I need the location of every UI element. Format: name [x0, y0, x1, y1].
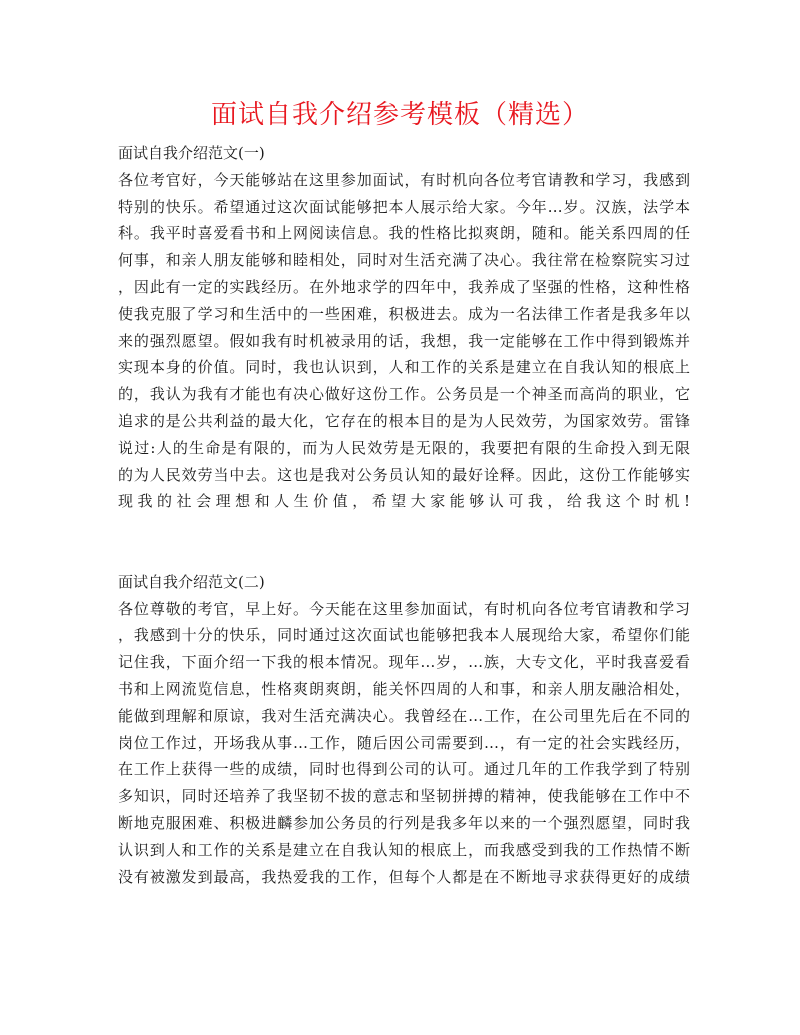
text-line: 实现本身的价值。同时，我也认识到，人和工作的关系是建立在自我认知的根底上: [118, 358, 690, 377]
text-line: 能做到理解和原谅，我对生活充满决心。我曾经在…工作，在公司里先后在不同的: [118, 706, 690, 725]
text-line: 追求的是公共利益的最大化，它存在的根本目的是为人民效劳，为国家效劳。雷锋: [118, 411, 690, 430]
document-title: 面试自我介绍参考模板（精选）: [210, 100, 589, 130]
section-heading: 面试自我介绍范文(二): [118, 572, 265, 591]
text-line: [118, 542, 690, 569]
text-line: 书和上网流览信息，性格爽朗爽朗，能关怀四周的人和事，和亲人朋友融洽相处，: [118, 679, 690, 698]
text-line: 没有被激发到最高，我热爱我的工作，但每个人都是在不断地寻求获得更好的成绩: [118, 867, 690, 886]
text-line: 何事，和亲人朋友能够和睦相处，同时对生活充满了决心。我往常在检察院实习过: [118, 251, 690, 270]
text-line: [118, 890, 690, 917]
text-line: [118, 944, 690, 971]
text-line: 使我克服了学习和生活中的一些困难，积极进去。成为一名法律工作者是我多年以: [118, 304, 690, 323]
text-line: 各位考官好，今天能够站在这里参加面试，有时机向各位考官请教和学习，我感到: [118, 170, 690, 189]
text-line: 的，我认为我有才能也有决心做好这份工作。公务员是一个神圣而高尚的职业，它: [118, 385, 690, 404]
text-line: [118, 515, 690, 542]
text-line: ，因此有一定的实践经历。在外地求学的四年中，我养成了坚强的性格，这种性格: [118, 277, 690, 296]
text-line: 在工作上获得一些的成绩，同时也得到公司的认可。通过几年的工作我学到了特别: [118, 760, 690, 779]
text-line: 断地克服困难、积极进麟参加公务员的行列是我多年以来的一个强烈愿望，同时我: [118, 813, 690, 832]
text-line: 认识到人和工作的关系是建立在自我认知的根底上，而我感受到我的工作热情不断: [118, 840, 690, 859]
text-line: 的为人民效劳当中去。这也是我对公务员认知的最好诠释。因此，这份工作能够实: [118, 465, 690, 484]
text-line: 来的强烈愿望。假如我有时机被录用的话，我想，我一定能够在工作中得到锻炼并: [118, 331, 690, 350]
text-line: 说过:人的生命是有限的，而为人民效劳是无限的，我要把有限的生命投入到无限: [118, 438, 690, 457]
text-line: 岗位工作过，开场我从事…工作，随后因公司需要到…，有一定的社会实践经历，: [118, 733, 690, 752]
text-line: 特别的快乐。希望通过这次面试能够把本人展示给大家。今年…岁。汉族，法学本: [118, 197, 690, 216]
text-line: [118, 917, 690, 944]
section-heading: 面试自我介绍范文(一): [118, 144, 265, 162]
document-body: [118, 140, 690, 971]
text-line: 各位尊敬的考官，早上好。今天能在这里参加面试，有时机向各位考官请教和学习: [118, 599, 690, 618]
text-line: 记住我，下面介绍一下我的根本情况。现年…岁，…族，大专文化，平时我喜爱看: [118, 653, 690, 672]
text-line: 多知识，同时还培养了我坚韧不拔的意志和坚韧拼搏的精神，使我能够在工作中不: [118, 787, 690, 806]
text-line: 科。我平时喜爱看书和上网阅读信息。我的性格比拟爽朗，随和。能关系四周的任: [118, 224, 690, 243]
text-line: 现我的社会理想和人生价值，希望大家能够认可我，给我这个时机!: [118, 492, 690, 511]
text-line: ，我感到十分的快乐，同时通过这次面试也能够把我本人展现给大家，希望你们能: [118, 626, 690, 645]
